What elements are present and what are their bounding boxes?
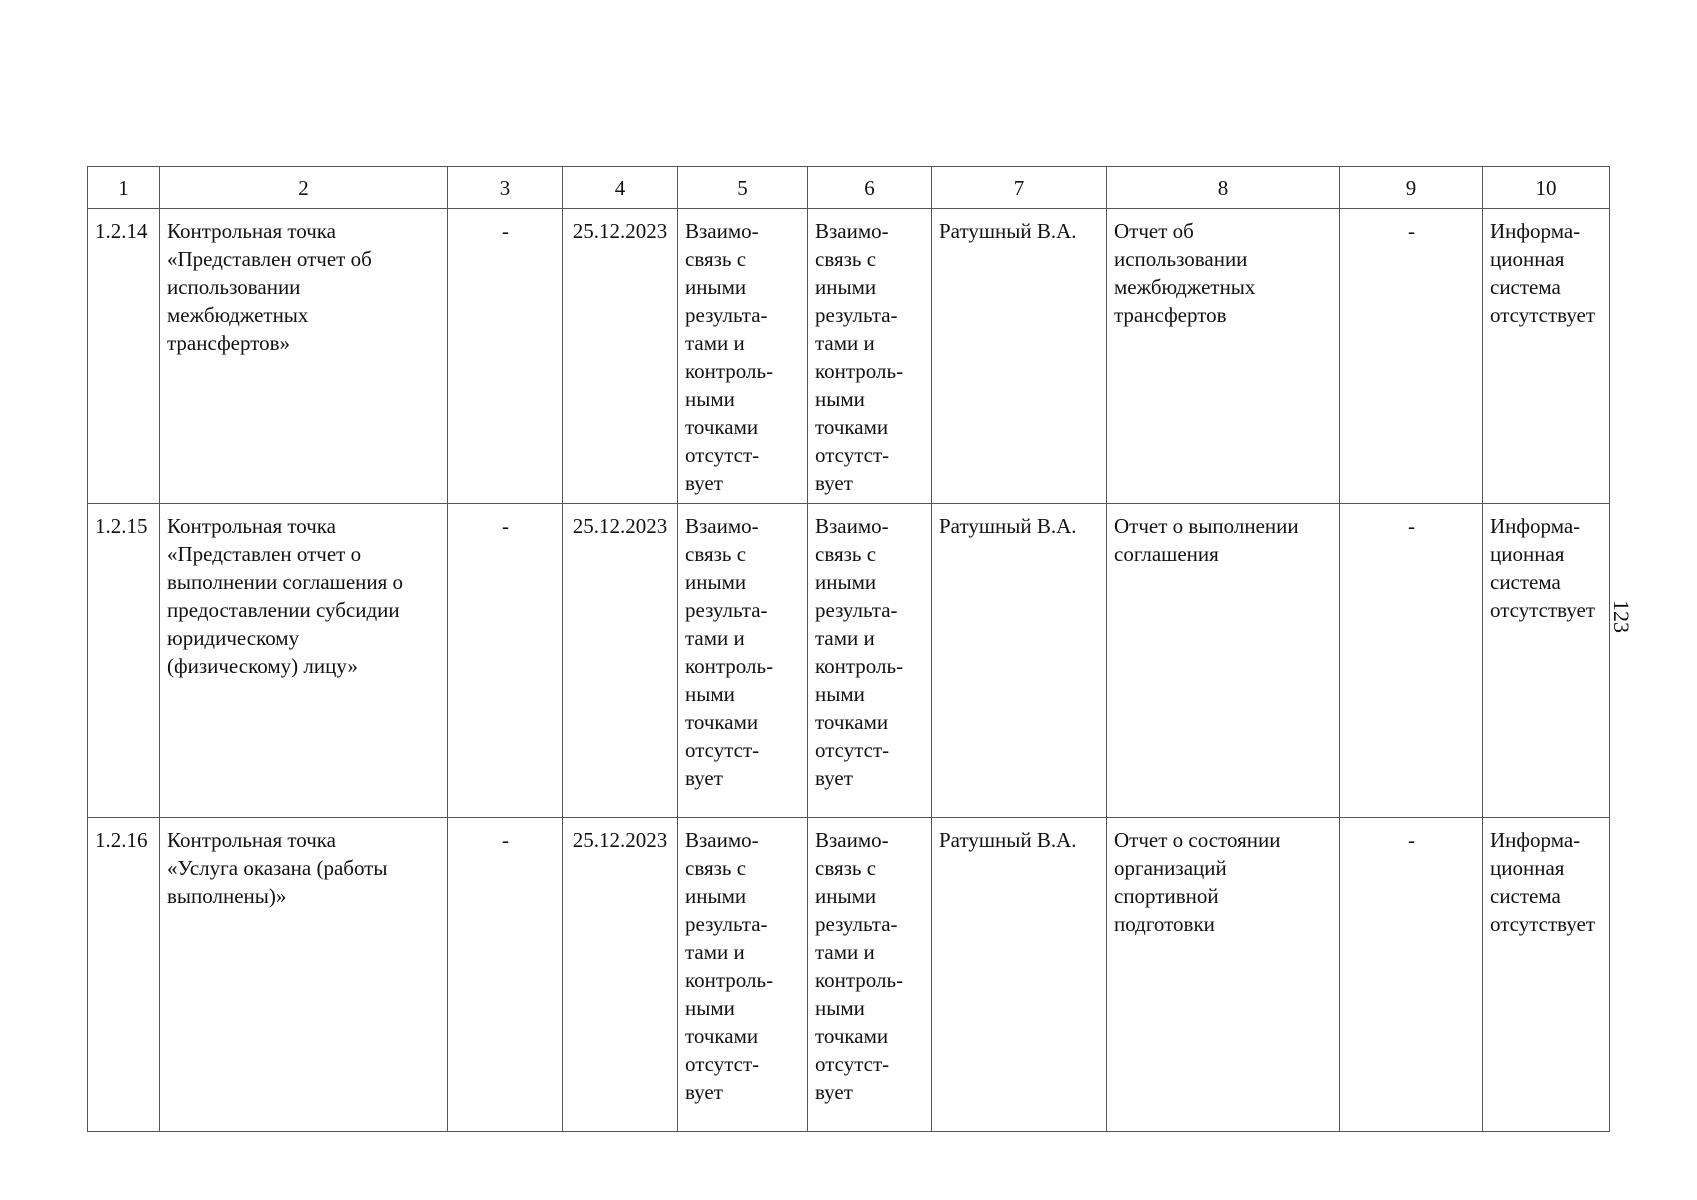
column-header: 6 [808,167,932,209]
cell-col9: - [1340,209,1483,504]
row-number: 1.2.15 [88,504,160,818]
table-row [88,504,1610,818]
page-number: 123 [1609,600,1634,633]
document-cell: Отчет о выполнении соглашения [1107,504,1340,818]
info-system-cell: Информа- ционная система отсутствует [1483,818,1610,1132]
relation-cell: Взаимо- связь с иными результа- тами и контроль- ными точками отсутст- вует [808,818,932,1132]
responsible-cell: Ратушный В.А. [932,504,1107,818]
relation-cell: Взаимо- связь с иными результа- тами и контроль- ными точками отсутст- вует [678,504,808,818]
relation-cell: Взаимо- связь с иными результа- тами и контроль- ными точками отсутст- вует [808,209,932,504]
column-header: 5 [678,167,808,209]
column-header: 3 [448,167,563,209]
control-point-name: Контрольная точка «Представлен отчет об использовании межбюджетных трансфертов» [160,209,448,504]
info-system-cell: Информа- ционная система отсутствует [1483,209,1610,504]
row-number: 1.2.16 [88,818,160,1132]
cell-col3: - [448,504,563,818]
responsible-cell: Ратушный В.А. [932,209,1107,504]
table-row [88,209,1610,504]
date-cell: 25.12.2023 [563,209,678,504]
cell-col9: - [1340,818,1483,1132]
column-header: 1 [88,167,160,209]
column-header: 2 [160,167,448,209]
relation-cell: Взаимо- связь с иными результа- тами и контроль- ными точками отсутст- вует [678,209,808,504]
column-header: 4 [563,167,678,209]
control-point-name: Контрольная точка «Представлен отчет о выполнении соглашения о предоставлении субсидии юридическому (физическому) лицу» [160,504,448,818]
cell-col3: - [448,209,563,504]
column-header: 10 [1483,167,1610,209]
relation-cell: Взаимо- связь с иными результа- тами и контроль- ными точками отсутст- вует [678,818,808,1132]
cell-col9: - [1340,504,1483,818]
column-header: 8 [1107,167,1340,209]
document-cell: Отчет об использовании межбюджетных трансфертов [1107,209,1340,504]
row-number: 1.2.14 [88,209,160,504]
relation-cell: Взаимо- связь с иными результа- тами и контроль- ными точками отсутст- вует [808,504,932,818]
date-cell: 25.12.2023 [563,818,678,1132]
document-cell: Отчет о состоянии организаций спортивной подготовки [1107,818,1340,1132]
table-header-row [88,167,1610,209]
cell-col3: - [448,818,563,1132]
table-row [88,818,1610,1132]
column-header: 7 [932,167,1107,209]
responsible-cell: Ратушный В.А. [932,818,1107,1132]
info-system-cell: Информа- ционная система отсутствует [1483,504,1610,818]
control-points-table [87,166,1610,1132]
date-cell: 25.12.2023 [563,504,678,818]
control-point-name: Контрольная точка «Услуга оказана (работы выполнены)» [160,818,448,1132]
column-header: 9 [1340,167,1483,209]
